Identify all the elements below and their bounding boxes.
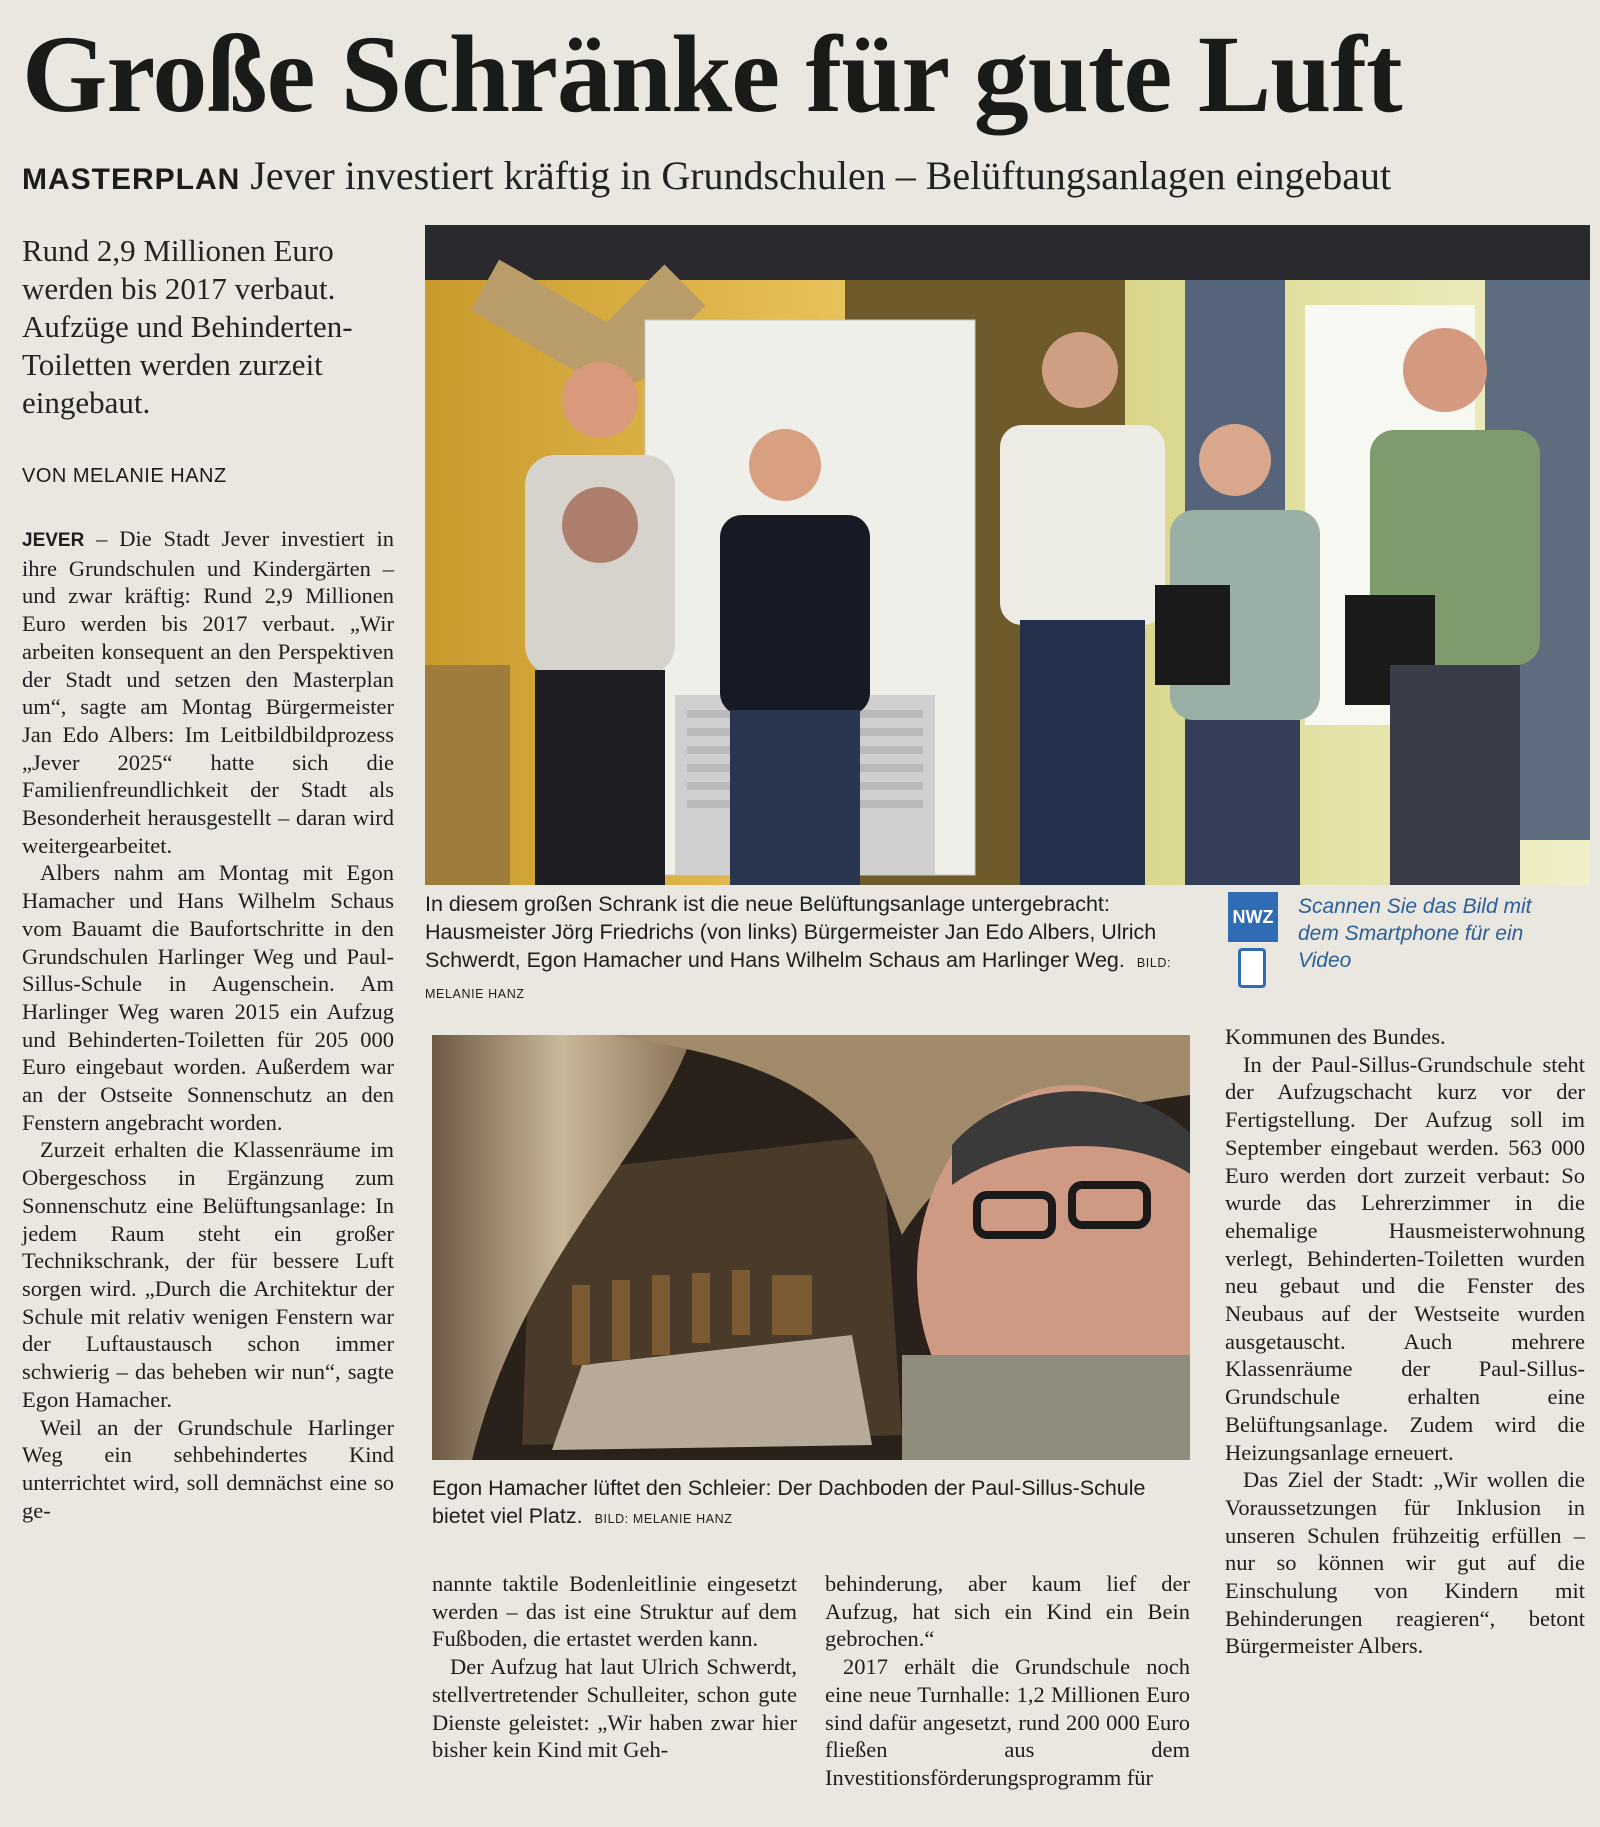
photo-credit: BILD: MELANIE HANZ — [425, 956, 1172, 1001]
paragraph: 2017 erhält die Grundschule noch eine neue Turnhalle: 1,2 Millionen Euro sind dafür angesetzt, rund 200 000 Euro fließen aus dem Investitionsförderungsprogramm für — [825, 1654, 1190, 1790]
photo-ventilation-cabinet-image — [425, 225, 1590, 885]
kicker: MASTERPLAN — [22, 163, 241, 196]
paragraph: Kommunen des Bundes. — [1225, 1024, 1446, 1049]
smartphone-icon — [1238, 948, 1266, 988]
lead-text: Rund 2,9 Millionen Euro werden bis 2017 verbaut. Aufzüge und Behinderten-Toiletten werden zurzeit eingebaut. — [22, 233, 353, 420]
dateline: JEVER — [22, 530, 85, 551]
body-column-3 — [825, 1570, 1190, 1792]
paragraph: Zurzeit erhalten die Klassenräume im Obergeschoss in Ergänzung zum Sonnenschutz eine Belüftungsanlage: In jedem Raum steht ein großer Technikschrank, der für bessere Luft sorgen wird. „Durch die Architektur der Schule mit relativ wenigen Fenstern war der Luftaustausch schon immer schwierig – das beheben wir nun“, sagte Egon Hamacher. — [22, 1137, 394, 1412]
paragraph: behinderung, aber kaum lief der Aufzug, hat sich ein Kind ein Bein gebrochen.“ — [825, 1571, 1190, 1652]
photo-caption-1 — [425, 890, 1195, 1008]
deck: Jever investiert kräftig in Grundschulen – Belüftungsanlagen eingebaut — [250, 153, 1392, 198]
paragraph: Albers nahm am Montag mit Egon Hamacher und Hans Wilhelm Schaus vom Bauamt die Baufortschritte in den Grundschulen Harlinger Weg und Paul-Sillus-Schule in Augenschein. Am Harlinger Weg waren 2015 ein Aufzug und Behinderten-Toiletten für 205 000 Euro eingebaut worden. Außerdem war an der Ostseite Sonnenschutz an den Fenstern angebracht worden. — [22, 860, 394, 1135]
caption-text: Egon Hamacher lüftet den Schleier: Der Dachboden der Paul-Sillus-Schule bietet viel Platz. — [432, 1476, 1146, 1528]
body-column-4 — [1225, 1023, 1585, 1660]
photo-attic — [432, 1035, 1190, 1460]
photo-attic-image — [432, 1035, 1190, 1460]
headline: Große Schränke für gute Luft — [22, 13, 1402, 135]
subheadline — [22, 152, 1592, 199]
lead-paragraph — [22, 232, 412, 422]
paragraph: Das Ziel der Stadt: „Wir wollen die Voraussetzungen für Inklusion in unseren Schulen frühzeitig erfüllen – nur so können wir gut auf die Einschulung von Kindern mit Behinderungen reagieren“, betont Bürgermeister Albers. — [1225, 1467, 1585, 1659]
nwz-logo-icon: NWZ — [1228, 892, 1278, 942]
paragraph: nannte taktile Bodenleitlinie eingesetzt werden – das ist eine Struktur auf dem Fußboden, die ertastet werden kann. — [432, 1571, 797, 1652]
photo-credit: BILD: MELANIE HANZ — [594, 1512, 733, 1526]
body-column-2 — [432, 1570, 797, 1764]
photo-caption-2 — [432, 1474, 1190, 1533]
paragraph: Weil an der Grundschule Harlinger Weg ein sehbehindertes Kind unterrichtet wird, soll demnächst eine so ge- — [22, 1414, 394, 1523]
nwz-scan-text: Scannen Sie das Bild mit dem Smartphone für ein Video — [1298, 895, 1532, 972]
paragraph — [22, 525, 394, 859]
paragraph: Der Aufzug hat laut Ulrich Schwerdt, stellvertretender Schulleiter, schon gute Dienste geleistet: „Wir haben zwar hier bisher kein Kind mit Geh- — [432, 1654, 797, 1763]
photo-ventilation-cabinet — [425, 225, 1590, 885]
paragraph-text: – Die Stadt Jever investiert in ihre Grundschulen und Kindergärten – und zwar kräftig: Rund 2,9 Millionen Euro werden bis 2017 verbaut. „Wir arbeiten konsequent an den Perspektiven der Stadt und setzen den Masterplan um“, sagte am Montag Bürgermeister Jan Edo Albers: Im Leitbildbildprozess „Jever 2025“ hatte sich die Familienfreundlichkeit der Stadt als Besonderheit herausgestellt – daran wird weitergearbeitet. — [22, 526, 394, 858]
body-column-1 — [22, 525, 394, 1524]
caption-text: In diesem großen Schrank ist die neue Belüftungsanlage untergebracht: Hausmeister Jörg Friedrichs (von links) Bürgermeister Jan Edo Albers, Ulrich Schwerdt, Egon Hamacher und Hans Wilhelm Schaus am Harlinger Weg. — [425, 892, 1157, 972]
byline: VON MELANIE HANZ — [22, 465, 227, 487]
paragraph: In der Paul-Sillus-Grundschule steht der Aufzugschacht kurz vor der Fertigstellung. Der Aufzug soll im September eingebaut werden. 563 000 Euro werden dort zurzeit verbaut: So wurde das Lehrerzimmer in die ehemalige Hausmeisterwohnung verlegt, Behinderten-Toiletten wurden neu gebaut und die Fenster des Neubaus auf der Westseite wurden ausgetauscht. Auch mehrere Klassenräume der Paul-Sillus-Grundschule erhalten eine Belüftungsanlage. Zudem wird die Heizungsanlage erneuert. — [1225, 1051, 1585, 1465]
